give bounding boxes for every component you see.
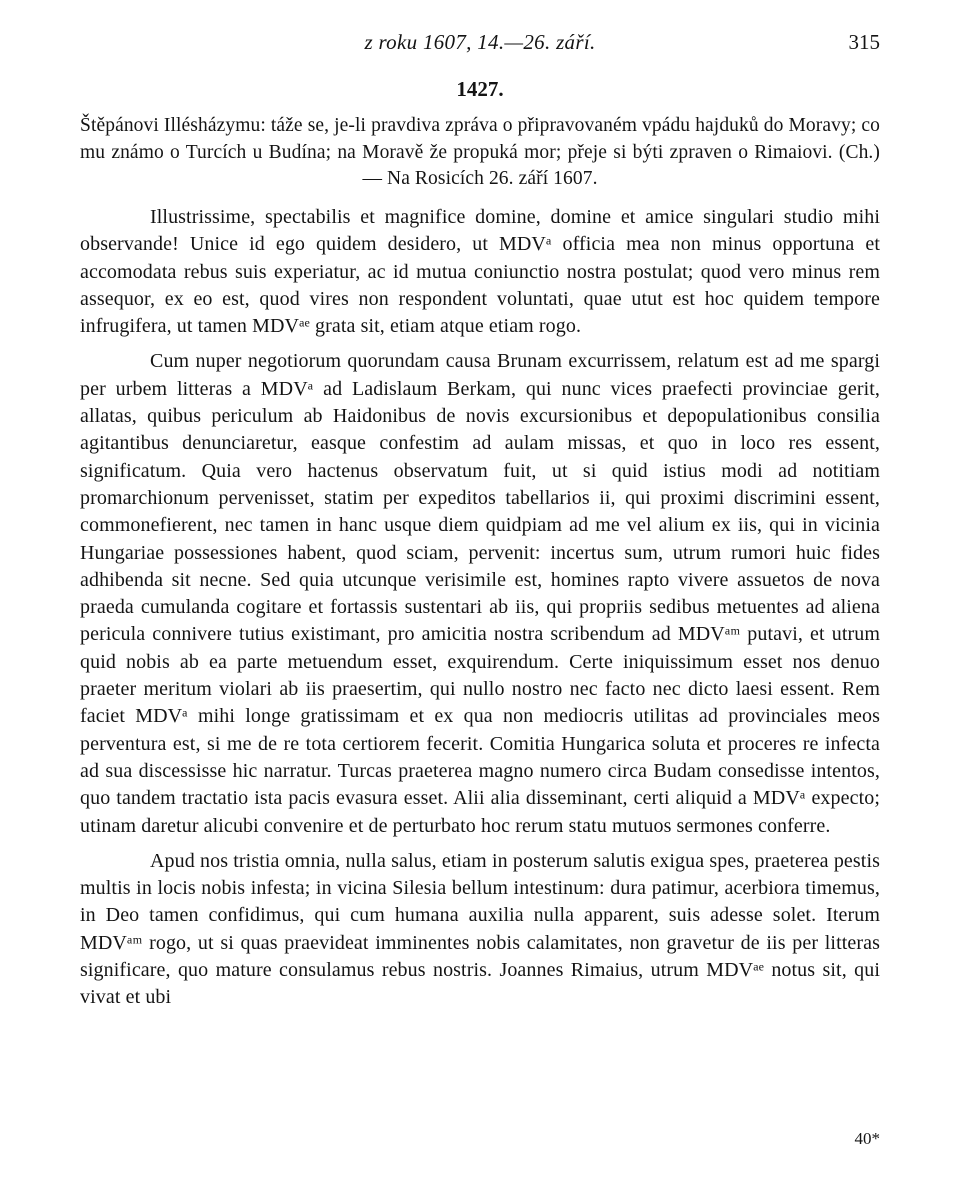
letter-paragraph-1: Illustrissime, spectabilis et magnifice domine, domine et amice singulari studio mihi observande! Unice id ego quidem desidero, ut MDVᵃ officia mea non minus opportuna et accomodata rebus suis experiatur, ac id mutua coniunctio nostra postulat; quod vero minus rem assequor, ex eo est, quod vires non respondent voluntati, quae utut est hoc quidem tempore infrugifera, ut tamen MDVᵃᵉ grata sit, etiam atque etiam rogo. — [80, 206, 880, 338]
running-head — [0, 28, 960, 56]
page-number: 315 — [848, 30, 880, 54]
letter-paragraph-3: Apud nos tristia omnia, nulla salus, etiam in posterum salutis exigua spes, praeterea pestis multis in locis nobis infesta; in vicina Silesia bellum intestinum: dura patimur, acerbiora timemus, in Deo tamen confidimus, qui cum humana auxilia nulla apparent, suis adesse solet. Iterum MDVᵃᵐ rogo, ut si quas praevideat imminentes nobis calamitates, non gravetur de iis per litteras significare, quo mature consulamus rebus nostris. Joannes Rimaius, utrum MDVᵃᵉ notus sit, qui vivat et ubi — [80, 849, 880, 1009]
signature-mark: 40* — [854, 1129, 880, 1148]
running-title: z roku 1607, 14.—26. září. — [364, 30, 596, 54]
regest-summary: Štěpánovi Illésházymu: táže se, je-li pravdiva zpráva o připravovaném vpádu hajduků do Moravy; co mu známo o Turcích u Budína; na Moravě že propuká mor; přeje si býti zpraven o Rimaiovi. (Ch.) — Na Rosicích 26. září 1607. — [80, 115, 880, 189]
document-number: 1427. — [456, 77, 504, 101]
letter-body — [80, 204, 880, 1012]
letter-paragraph-2: Cum nuper negotiorum quorundam causa Brunam excurrissem, relatum est ad me spargi per urbem litteras a MDVᵃ ad Ladislaum Berkam, qui nunc vices praefecti provinciae gerit, allatas, quibus periculum ab Haidonibus de novis excursionibus et depopulationibus consilia agitantibus denunciaretur, easque confestim ad aulam missas, et quo in loco res essent, significatum. Quia vero hactenus observatum fuit, ut si quid istius modi ad notitiam promarchionum pervenisset, statim per expeditos tabellarios ii, qui proximi discrimini essent, commonefierent, nec tamen in hanc usque diem quidpiam ad me vel alium ex iis, qui in vicinia Hungariae possessiones habent, quod sciam, pervenit: incertus sum, utrum rumori huic fides adhibenda sit necne. Sed quia utcunque verisimile est, homines rapto vivere assuetos de nova praeda cumulanda cogitare et fortassis sustentari ab iis, qui propriis sedibus metuentes ad aliena pericula connivere tutius existimant, pro amicitia nostra scribendum ad MDVᵃᵐ putavi, et utrum quid nobis ab ea parte metuendum esset, exquirendum. Certe iniquissimum esset nos denuo praeter meritum violari ab iis praesertim, qui nullo nostro nec facto nec dicto laesi essent. Rem faciet MDVᵃ mihi longe gratissimam et ex qua non mediocris utilitas ad provinciales meos perventura est, si me de re tota certiorem fecerit. Comitia Hungarica soluta et proceres re infecta ad sua discessisse hic narratur. Turcas praeterea magno numero circa Budam consedisse intentos, quo tandem tractatio ista pacis evasura esset. Alii alia disseminant, certi aliquid a MDVᵃ expecto; utinam daretur alicubi convenire et de perturbato hoc rerum statu mutuos sermones conferre. — [80, 350, 880, 837]
